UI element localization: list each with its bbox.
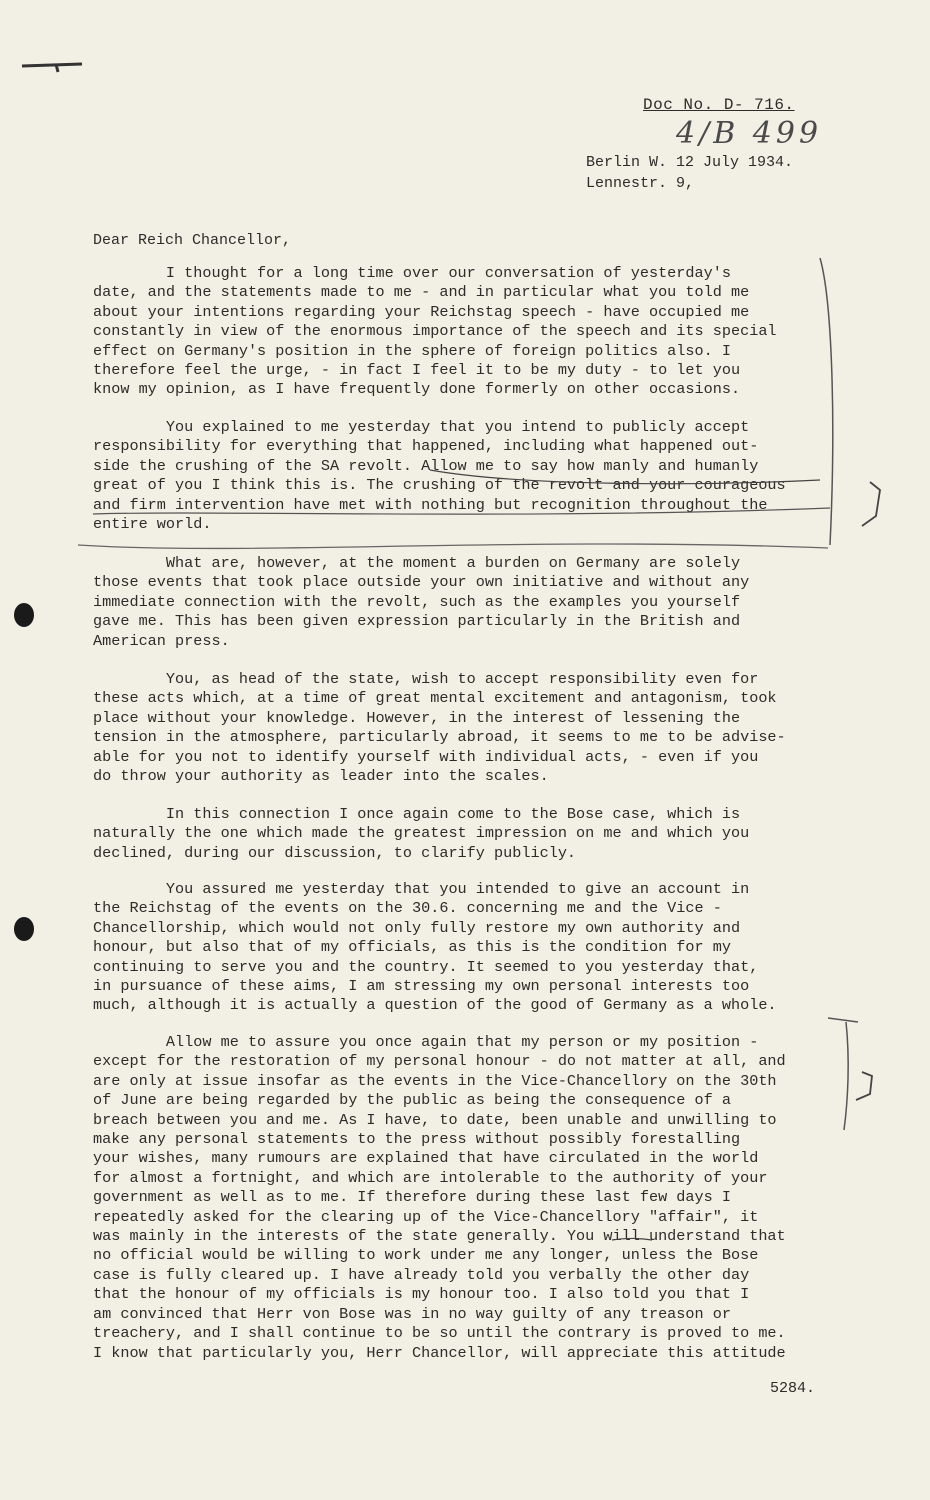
paragraph-5: In this connection I once again come to the Bose case, which is naturally the one which made the greatest impression on me and which you declined, during our discussion, to clarify publicly. [93, 805, 750, 862]
salutation: Dear Reich Chancellor, [93, 232, 292, 249]
handwritten-reference-number: 4/B 499 [676, 116, 823, 151]
margin-bracket-line-2 [828, 1018, 858, 1130]
paragraph-3: What are, however, at the moment a burden on Germany are solely those events that took place outside your own initiative and without any immediate connection with the revolt, such as the examples you yourself gave me. This has been given expression particularly in the British and American press. [93, 554, 750, 650]
paragraph-7: Allow me to assure you once again that my person or my position - except for the restoration of my personal honour - do not matter at all, and are only at issue insofar as the events in the Vice-Chancellory on the 30th of June are being regarded by the public as being the consequence of a breach between you and me. As I have, to date, been unable and unwilling to make any personal statements to the press without possibly forestalling your wishes, many rumours are explained that have circulated in the world for almost a fortnight, and which are intolerable to the authority of your government as well as to me. If therefore during these last few days I repeatedly asked for the clearing up of the Vice-Chancellory "affair", it was mainly in the interests of the state generally. You will understand that no official would be willing to work under me any longer, unless the Bose case is fully cleared up. I have already told you verbally the other day that the honour of my officials is my honour too. I also told you that I am convinced that Herr von Bose was in no way guilty of any treason or treachery, and I shall continue to be so until the contrary is proved to me. I know that particularly you, Herr Chancellor, will appreciate this attitude [93, 1033, 786, 1362]
corner-pen-stroke [22, 64, 82, 72]
page-number: 5284. [770, 1380, 816, 1397]
margin-bracket-mark-2 [856, 1072, 872, 1100]
paragraph-divider-stroke [78, 544, 828, 548]
paragraph-6: You assured me yesterday that you intended to give an account in the Reichstag of the events on the 30.6. concerning me and the Vice - Chancellorship, which would not only fully restore my own authority and honour, but also that of my officials, as this is the condition for my continuing to serve you and the country. It seemed to you yesterday that, in pursuance of these aims, I am stressing my own personal interests too much, although it is actually a question of the good of Germany as a whole. [93, 880, 777, 1015]
paragraph-1: I thought for a long time over our conversation of yesterday's date, and the statements made to me - and in particular what you told me about your intentions regarding your Reichstag speech - have occupied me constantly in view of the enormous importance of the speech and its special effect on Germany's position in the sphere of foreign politics also. I therefore feel the urge, - in fact I feel it to be my duty - to let you know my opinion, as I have frequently done formerly on other occasions. [93, 264, 777, 399]
place-date-line: Berlin W. 12 July 1934. [586, 154, 794, 171]
margin-bracket-mark-1 [862, 482, 880, 526]
underline-manly-humanly [430, 470, 820, 484]
address-line: Lennestr. 9, [586, 175, 695, 192]
underline-will [612, 1239, 652, 1241]
margin-bracket-line-1 [820, 258, 833, 545]
document-number: Doc No. D- 716. [643, 96, 795, 114]
strikethrough-intervention [93, 508, 830, 514]
paragraph-2: You explained to me yesterday that you intend to publicly accept responsibility for everything that happened, including what happened out- side the crushing of the SA revolt. Allow me to say how manly and humanly great of you I think this is. The crushing of the revolt and your courageous and firm intervention have met with nothing but recognition throughout the entire world. [93, 418, 786, 534]
paragraph-4: You, as head of the state, wish to accept responsibility even for these acts which, at a time of great mental excitement and antagonism, took place without your knowledge. However, in the interest of lessening the tension in the atmosphere, particularly abroad, it seems to me to be advise- able for you not to identify yourself with individual acts, - even if you do throw your authority as leader into the scales. [93, 670, 786, 786]
